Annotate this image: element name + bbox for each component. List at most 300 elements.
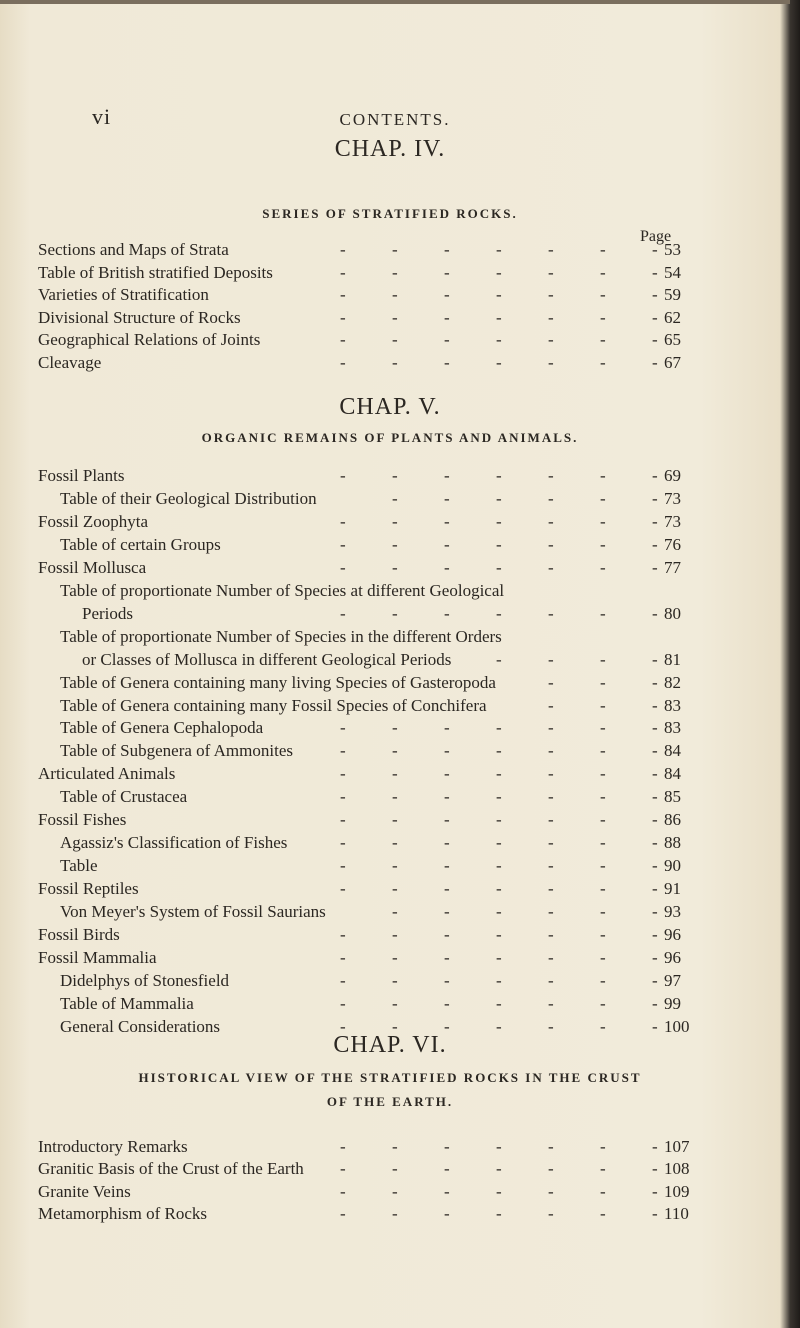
toc-entry-title: Table of British stratified Deposits [38, 262, 273, 282]
leader-dash: - [340, 330, 346, 350]
leader-dash: - [496, 240, 502, 259]
toc-entry [0, 741, 790, 765]
toc-entry-page: 88 [664, 833, 681, 853]
toc-entry-title: Introductory Remarks [38, 1137, 188, 1156]
leader-dash: - [548, 603, 554, 623]
toc-entry-title: Fossil Mammalia [38, 947, 157, 967]
leader-dash: - [444, 787, 450, 807]
leader-dash: - [496, 330, 502, 350]
toc-entry-title: Table of Subgenera of Ammonites [60, 741, 293, 761]
leader-dash: - [444, 307, 450, 327]
toc-entry-page: 62 [664, 307, 681, 327]
toc-entry-title: Table of Genera Cephalopoda [60, 718, 264, 738]
leader-dash: - [600, 695, 606, 715]
leader-dash: - [340, 1203, 346, 1223]
leader-dash: - [444, 240, 450, 259]
toc-entry-page: 110 [664, 1203, 689, 1223]
toc-entry-page: 80 [664, 603, 681, 623]
leader-dash: - [496, 285, 502, 305]
toc-entry [0, 466, 790, 490]
leader-dash: - [652, 285, 658, 305]
leader-dash: - [392, 511, 398, 531]
page-header [0, 104, 790, 134]
leader-dash: - [600, 902, 606, 922]
leader-dash: - [444, 810, 450, 830]
toc-entry [0, 240, 790, 264]
leader-dash: - [444, 879, 450, 899]
leader-dash: - [496, 810, 502, 830]
leader-dash: - [392, 833, 398, 853]
leader-dash: - [496, 764, 502, 784]
leader-dash: - [444, 1181, 450, 1201]
leader-dash: - [652, 1181, 658, 1201]
toc-entry [0, 1159, 790, 1183]
leader-dash: - [652, 1159, 658, 1179]
page-number: vi [92, 104, 112, 129]
leader-dash: - [340, 511, 346, 531]
leader-dash: - [600, 353, 606, 372]
leader-dash: - [548, 262, 554, 282]
leader-dash: - [548, 649, 554, 669]
leader-dash: - [444, 925, 450, 944]
toc-entry-page: 96 [664, 925, 681, 944]
leader-dash: - [392, 787, 398, 807]
leader-dash: - [340, 787, 346, 807]
leader-dash: - [444, 764, 450, 784]
toc-entry [0, 879, 790, 903]
toc-entry [0, 604, 790, 628]
leader-dash: - [548, 856, 554, 876]
toc-entry-page: 69 [664, 466, 681, 485]
leader-dash: - [600, 1137, 606, 1156]
leader-dash: - [392, 1159, 398, 1179]
leader-dash: - [392, 330, 398, 350]
leader-dash: - [652, 603, 658, 623]
leader-dash: - [444, 466, 450, 485]
leader-dash: - [600, 810, 606, 830]
leader-dash: - [392, 262, 398, 282]
leader-dash: - [496, 557, 502, 577]
leader-dash: - [340, 856, 346, 876]
toc-entry-page: 107 [664, 1137, 690, 1156]
leader-dash: - [600, 787, 606, 807]
toc-entry [0, 558, 790, 582]
leader-dash: - [600, 925, 606, 944]
toc-entry-page: 100 [664, 1016, 690, 1036]
leader-dash: - [496, 1137, 502, 1156]
toc-entry-page: 59 [664, 285, 681, 305]
leader-dash: - [548, 695, 554, 715]
leader-dash: - [444, 330, 450, 350]
leader-dash: - [392, 353, 398, 372]
leader-dash: - [392, 741, 398, 761]
leader-dash: - [600, 879, 606, 899]
toc-entry-page: 73 [664, 511, 681, 531]
toc-entry [0, 330, 790, 354]
chapter-subtitle: ORGANIC REMAINS OF PLANTS AND ANIMALS. [201, 430, 579, 445]
toc-entry [0, 581, 790, 605]
leader-dash: - [340, 466, 346, 485]
leader-dash: - [600, 240, 606, 259]
leader-dash: - [340, 307, 346, 327]
leader-dash: - [652, 947, 658, 967]
leader-dash: - [392, 466, 398, 485]
leader-dash: - [548, 787, 554, 807]
leader-dash: - [652, 649, 658, 669]
toc-entry-title: General Considerations [60, 1016, 221, 1036]
toc-entry-page: 83 [664, 718, 681, 738]
toc-entry [0, 718, 790, 742]
chapter-subtitle: HISTORICAL VIEW OF THE STRATIFIED ROCKS IN THE CRUST [138, 1070, 642, 1085]
leader-dash: - [392, 764, 398, 784]
leader-dash: - [392, 240, 398, 259]
toc-entry [0, 994, 790, 1018]
leader-dash: - [444, 993, 450, 1013]
leader-dash: - [444, 262, 450, 282]
leader-dash: - [340, 285, 346, 305]
leader-dash: - [496, 307, 502, 327]
leader-dash: - [548, 741, 554, 761]
toc-entry-title: Fossil Zoophyta [38, 511, 149, 531]
toc-entry-page: 67 [664, 353, 681, 372]
leader-dash: - [496, 603, 502, 623]
leader-dash: - [392, 947, 398, 967]
toc-entry [0, 971, 790, 995]
leader-dash: - [652, 353, 658, 372]
leader-dash: - [496, 718, 502, 738]
leader-dash: - [652, 466, 658, 485]
toc-entry-title: Sections and Maps of Strata [38, 240, 229, 259]
leader-dash: - [548, 1203, 554, 1223]
leader-dash: - [548, 879, 554, 899]
leader-dash: - [600, 1181, 606, 1201]
leader-dash: - [496, 787, 502, 807]
leader-dash: - [652, 718, 658, 738]
toc-entry [0, 535, 790, 559]
leader-dash: - [392, 307, 398, 327]
leader-dash: - [340, 718, 346, 738]
leader-dash: - [340, 947, 346, 967]
leader-dash: - [600, 262, 606, 282]
leader-dash: - [444, 833, 450, 853]
toc-entry [0, 764, 790, 788]
leader-dash: - [600, 511, 606, 531]
leader-dash: - [600, 1203, 606, 1223]
leader-dash: - [600, 970, 606, 990]
leader-dash: - [548, 672, 554, 692]
toc-entry-title: Fossil Fishes [38, 810, 127, 830]
leader-dash: - [392, 718, 398, 738]
chapter-title: CHAP. IV. [334, 136, 446, 162]
leader-dash: - [652, 856, 658, 876]
leader-dash: - [652, 672, 658, 692]
toc-entry-title: Periods [82, 603, 133, 623]
toc-entry-title: Fossil Plants [38, 466, 125, 485]
leader-dash: - [340, 810, 346, 830]
leader-dash: - [600, 466, 606, 485]
toc-entry-page: 90 [664, 856, 681, 876]
leader-dash: - [600, 557, 606, 577]
leader-dash: - [600, 947, 606, 967]
toc-entry [0, 512, 790, 536]
leader-dash: - [548, 285, 554, 305]
leader-dash: - [600, 1159, 606, 1179]
toc-entry-title: Agassiz's Classification of Fishes [60, 833, 288, 853]
chapter-subtitle: OF THE EARTH. [326, 1094, 454, 1109]
page-column-label: Page [640, 228, 672, 245]
leader-dash: - [652, 488, 658, 508]
toc-entry-title: Granitic Basis of the Crust of the Earth [38, 1159, 304, 1179]
leader-dash: - [340, 1016, 346, 1036]
toc-entry-page: 82 [664, 672, 681, 692]
leader-dash: - [652, 695, 658, 715]
leader-dash: - [340, 534, 346, 554]
toc-entry [0, 948, 790, 972]
leader-dash: - [496, 1181, 502, 1201]
leader-dash: - [548, 534, 554, 554]
leader-dash: - [340, 970, 346, 990]
leader-dash: - [496, 488, 502, 508]
toc-entry-page: 86 [664, 810, 681, 830]
leader-dash: - [652, 879, 658, 899]
leader-dash: - [652, 262, 658, 282]
leader-dash: - [652, 307, 658, 327]
toc-entry-title: Table of Genera containing many Fossil Species of Conchifera [60, 695, 487, 715]
leader-dash: - [600, 764, 606, 784]
toc-entry-page: 99 [664, 993, 681, 1013]
toc-entry-title: Fossil Birds [38, 925, 120, 944]
leader-dash: - [600, 993, 606, 1013]
leader-dash: - [392, 925, 398, 944]
toc-entry-page: 93 [664, 902, 681, 922]
leader-dash: - [496, 947, 502, 967]
leader-dash: - [340, 1137, 346, 1156]
leader-dash: - [600, 672, 606, 692]
leader-dash: - [392, 1016, 398, 1036]
leader-dash: - [444, 1203, 450, 1223]
toc-entry [0, 1137, 790, 1161]
leader-dash: - [444, 902, 450, 922]
toc-entry-page: 97 [664, 970, 681, 990]
leader-dash: - [652, 1137, 658, 1156]
toc-entry-page: 109 [664, 1181, 690, 1201]
leader-dash: - [496, 466, 502, 485]
leader-dash: - [340, 925, 346, 944]
toc-entry [0, 833, 790, 857]
leader-dash: - [652, 970, 658, 990]
leader-dash: - [444, 970, 450, 990]
leader-dash: - [392, 856, 398, 876]
leader-dash: - [548, 993, 554, 1013]
toc-entry-page: 83 [664, 695, 681, 715]
toc-entry-title: Table of proportionate Number of Species at different Geological [60, 580, 505, 600]
toc-entry-page: 85 [664, 787, 681, 807]
leader-dash: - [392, 488, 398, 508]
leader-dash: - [496, 833, 502, 853]
leader-dash: - [392, 557, 398, 577]
leader-dash: - [444, 1137, 450, 1156]
toc-entry-page: 96 [664, 947, 681, 967]
leader-dash: - [496, 1203, 502, 1223]
leader-dash: - [496, 993, 502, 1013]
leader-dash: - [392, 879, 398, 899]
toc-entry-page: 76 [664, 534, 681, 554]
leader-dash: - [444, 353, 450, 372]
leader-dash: - [652, 534, 658, 554]
toc-entry-title: Geographical Relations of Joints [38, 330, 261, 350]
leader-dash: - [600, 603, 606, 623]
leader-dash: - [548, 511, 554, 531]
toc-entry-page: 91 [664, 879, 681, 899]
toc-entry [0, 650, 790, 674]
leader-dash: - [340, 353, 346, 372]
leader-dash: - [340, 262, 346, 282]
leader-dash: - [600, 534, 606, 554]
toc-entry-page: 73 [664, 488, 681, 508]
leader-dash: - [548, 925, 554, 944]
leader-dash: - [392, 285, 398, 305]
leader-dash: - [444, 856, 450, 876]
toc-entry-title: Table of certain Groups [60, 534, 221, 554]
leader-dash: - [600, 718, 606, 738]
leader-dash: - [548, 240, 554, 259]
leader-dash: - [496, 649, 502, 669]
leader-dash: - [600, 330, 606, 350]
leader-dash: - [340, 240, 346, 259]
leader-dash: - [392, 902, 398, 922]
leader-dash: - [392, 993, 398, 1013]
leader-dash: - [496, 1159, 502, 1179]
toc-entry [0, 856, 790, 880]
toc-entry [0, 308, 790, 332]
leader-dash: - [548, 353, 554, 372]
leader-dash: - [548, 902, 554, 922]
leader-dash: - [444, 1159, 450, 1179]
toc-entry-title: or Classes of Mollusca in different Geological Periods [82, 649, 452, 669]
leader-dash: - [600, 741, 606, 761]
toc-entry [0, 1182, 790, 1206]
leader-dash: - [652, 810, 658, 830]
toc-entry [0, 489, 790, 513]
toc-entry-page: 77 [664, 557, 681, 577]
leader-dash: - [340, 993, 346, 1013]
toc-entry-page: 54 [664, 262, 681, 282]
toc-entry [0, 263, 790, 287]
leader-dash: - [496, 511, 502, 531]
toc-entry-title: Articulated Animals [38, 764, 176, 784]
toc-entry [0, 810, 790, 834]
toc-entry [0, 627, 790, 651]
leader-dash: - [496, 879, 502, 899]
leader-dash: - [600, 1016, 606, 1036]
leader-dash: - [392, 534, 398, 554]
leader-dash: - [652, 993, 658, 1013]
leader-dash: - [496, 534, 502, 554]
leader-dash: - [548, 307, 554, 327]
leader-dash: - [340, 603, 346, 623]
leader-dash: - [600, 307, 606, 327]
toc-entry [0, 787, 790, 811]
leader-dash: - [444, 285, 450, 305]
leader-dash: - [444, 511, 450, 531]
toc-entry-title: Table [60, 856, 98, 876]
leader-dash: - [548, 970, 554, 990]
leader-dash: - [548, 947, 554, 967]
leader-dash: - [444, 557, 450, 577]
toc-entry-page: 108 [664, 1159, 690, 1179]
toc-entry-page: 53 [664, 240, 681, 259]
leader-dash: - [600, 488, 606, 508]
leader-dash: - [548, 1016, 554, 1036]
leader-dash: - [652, 741, 658, 761]
toc-entry [0, 673, 790, 697]
leader-dash: - [548, 1181, 554, 1201]
leader-dash: - [444, 488, 450, 508]
leader-dash: - [652, 330, 658, 350]
leader-dash: - [392, 1181, 398, 1201]
leader-dash: - [548, 718, 554, 738]
toc-entry-title: Von Meyer's System of Fossil Saurians [60, 902, 326, 922]
toc-entry-title: Fossil Mollusca [38, 557, 147, 577]
leader-dash: - [652, 787, 658, 807]
toc-entry-title: Table of Mammalia [60, 993, 194, 1013]
page-top-edge [0, 0, 790, 4]
toc-entry-title: Granite Veins [38, 1181, 131, 1201]
leader-dash: - [340, 1159, 346, 1179]
leader-dash: - [392, 1137, 398, 1156]
leader-dash: - [600, 833, 606, 853]
toc-entry-title: Fossil Reptiles [38, 879, 139, 899]
leader-dash: - [340, 741, 346, 761]
leader-dash: - [340, 879, 346, 899]
leader-dash: - [548, 1159, 554, 1179]
leader-dash: - [600, 856, 606, 876]
leader-dash: - [392, 603, 398, 623]
leader-dash: - [548, 833, 554, 853]
leader-dash: - [392, 970, 398, 990]
toc-entry-title: Divisional Structure of Rocks [38, 307, 241, 327]
leader-dash: - [496, 353, 502, 372]
toc-entry-page: 84 [664, 741, 681, 761]
leader-dash: - [600, 285, 606, 305]
leader-dash: - [652, 833, 658, 853]
chapter-title: CHAP. V. [339, 394, 441, 420]
leader-dash: - [652, 511, 658, 531]
leader-dash: - [496, 741, 502, 761]
leader-dash: - [548, 1137, 554, 1156]
leader-dash: - [496, 856, 502, 876]
toc-entry [0, 902, 790, 926]
toc-entry-title: Metamorphism of Rocks [38, 1203, 208, 1223]
leader-dash: - [496, 262, 502, 282]
toc-entry-title: Didelphys of Stonesfield [60, 970, 230, 990]
leader-dash: - [444, 947, 450, 967]
leader-dash: - [652, 925, 658, 944]
leader-dash: - [652, 557, 658, 577]
leader-dash: - [652, 764, 658, 784]
leader-dash: - [496, 1016, 502, 1036]
leader-dash: - [548, 810, 554, 830]
leader-dash: - [652, 240, 658, 259]
leader-dash: - [340, 764, 346, 784]
toc-entry-page: 84 [664, 764, 681, 784]
toc-entry-title: Table of proportionate Number of Species in the different Orders [60, 626, 502, 646]
leader-dash: - [444, 718, 450, 738]
leader-dash: - [652, 902, 658, 922]
toc-entry-title: Table of Genera containing many living Species of Gasteropoda [60, 672, 496, 692]
leader-dash: - [392, 810, 398, 830]
toc-entry [0, 285, 790, 309]
